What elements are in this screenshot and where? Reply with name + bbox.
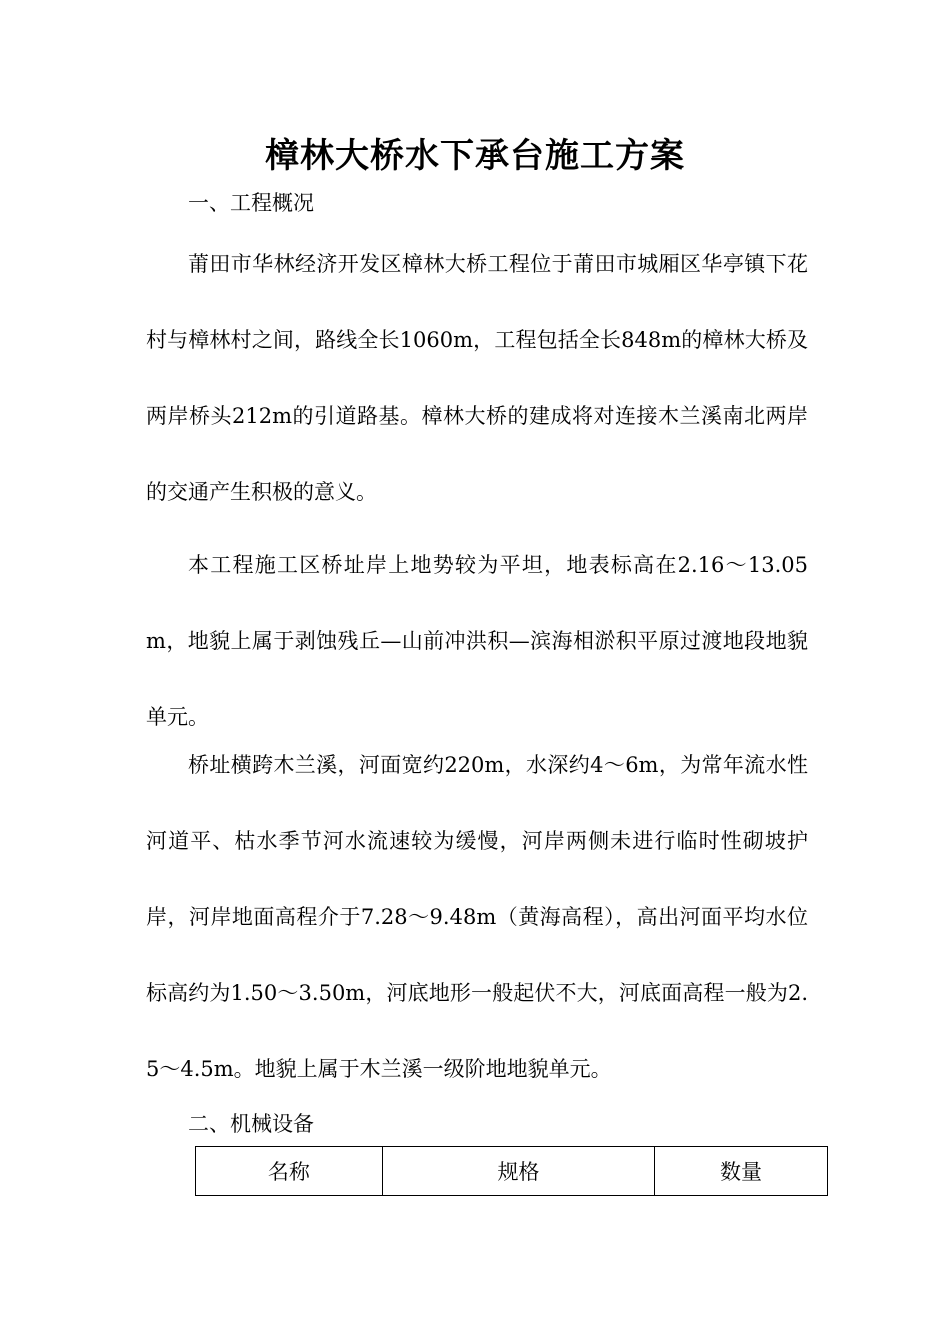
section-heading-equipment: 二、机械设备 — [188, 1112, 314, 1136]
paragraph-river-conditions: 桥址横跨木兰溪，河面宽约220m，水深约4～6m，为常年流水性河道平、枯水季节河水流速较为缓慢，河岸两侧未进行临时性砌坡护岸，河岸地面高程介于7.28～9.48m（黄海高程），高出河面平均水位标高约为1.50～3.50m，河底地形一般起伏不大，河底面高程一般为2.5～4.5m。地貌上属于木兰溪一级阶地地貌单元。 — [146, 753, 808, 1081]
document-title: 樟林大桥水下承台施工方案 — [265, 136, 685, 176]
table-header-row — [196, 1147, 828, 1196]
column-header-spec: 规格 — [382, 1147, 654, 1196]
section-heading-overview: 一、工程概况 — [188, 191, 314, 215]
column-header-quantity: 数量 — [655, 1147, 828, 1196]
equipment-table — [195, 1146, 828, 1196]
paragraph-terrain: 本工程施工区桥址岸上地势较为平坦，地表标高在2.16～13.05m，地貌上属于剥蚀残丘—山前冲洪积—滨海相淤积平原过渡地段地貌单元。 — [146, 553, 808, 729]
paragraph-project-location: 莆田市华林经济开发区樟林大桥工程位于莆田市城厢区华亭镇下花村与樟林村之间，路线全长1060m，工程包括全长848m的樟林大桥及两岸桥头212m的引道路基。樟林大桥的建成将对连接木兰溪南北两岸的交通产生积极的意义。 — [146, 252, 808, 504]
column-header-name: 名称 — [196, 1147, 383, 1196]
